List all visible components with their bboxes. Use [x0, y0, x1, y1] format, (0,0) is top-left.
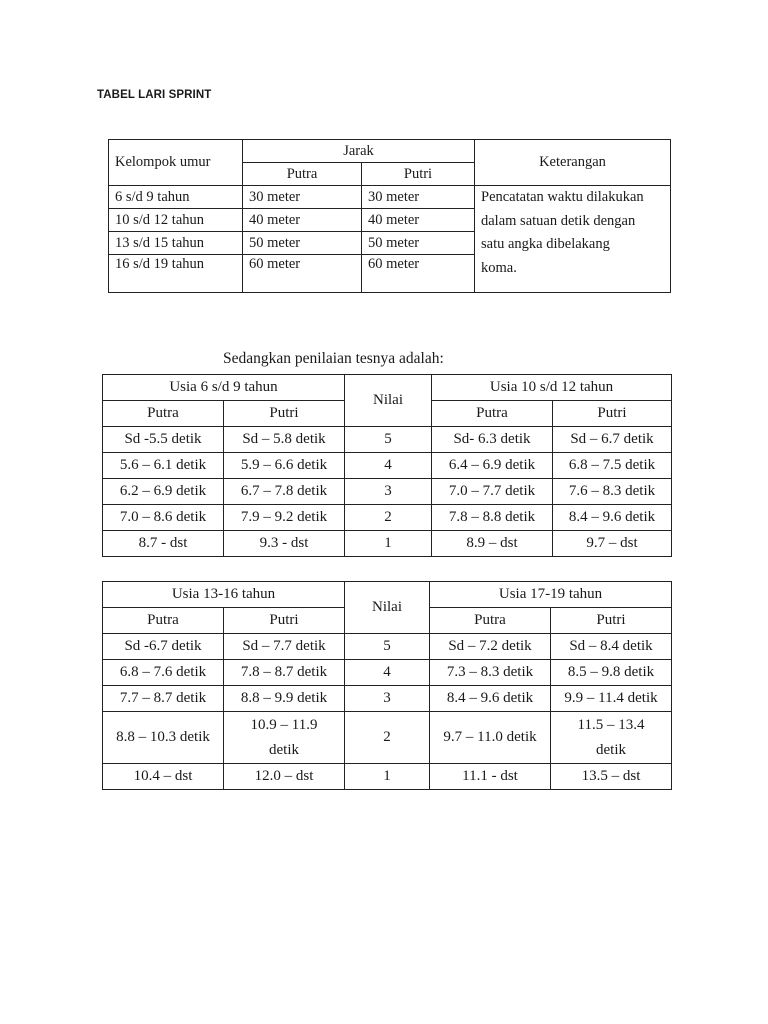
- time-cell: 7.0 – 7.7 detik: [432, 479, 553, 505]
- table-row: [103, 427, 672, 453]
- table-row: [103, 531, 672, 557]
- time-cell: 5.6 – 6.1 detik: [103, 453, 224, 479]
- note-cell: [475, 186, 671, 293]
- nilai-cell: 4: [345, 453, 432, 479]
- age-group-header: Usia 13-16 tahun: [103, 582, 345, 608]
- time-cell: 8.8 – 10.3 detik: [103, 712, 224, 764]
- table-row: [103, 634, 672, 660]
- time-cell: 6.4 – 6.9 detik: [432, 453, 553, 479]
- time-cell: 6.8 – 7.5 detik: [553, 453, 672, 479]
- age-group-header: Usia 10 s/d 12 tahun: [432, 375, 672, 401]
- scoring-subtitle: Sedangkan penilaian tesnya adalah:: [223, 350, 444, 367]
- nilai-cell: 2: [345, 712, 430, 764]
- header-putri: Putri: [224, 401, 345, 427]
- time-cell: 6.8 – 7.6 detik: [103, 660, 224, 686]
- header-putri: Putri: [553, 401, 672, 427]
- time-cell: 11.1 - dst: [430, 764, 551, 790]
- time-cell: [224, 712, 345, 764]
- time-cell: 13.5 – dst: [551, 764, 672, 790]
- header-distance: Jarak: [243, 140, 475, 163]
- nilai-cell: 5: [345, 634, 430, 660]
- time-cell: Sd – 7.2 detik: [430, 634, 551, 660]
- nilai-header: Nilai: [345, 582, 430, 634]
- time-cell: 9.3 - dst: [224, 531, 345, 557]
- age-cell: 13 s/d 15 tahun: [109, 232, 243, 255]
- putri-distance-cell: 60 meter: [362, 255, 475, 293]
- putri-distance-cell: 50 meter: [362, 232, 475, 255]
- note-line: dalam satuan detik dengan: [481, 212, 636, 229]
- nilai-cell: 4: [345, 660, 430, 686]
- putri-distance-cell: 40 meter: [362, 209, 475, 232]
- table-header-row: [103, 375, 672, 401]
- time-line: 10.9 – 11.9: [250, 716, 318, 733]
- time-cell: 12.0 – dst: [224, 764, 345, 790]
- time-cell: Sd -6.7 detik: [103, 634, 224, 660]
- putri-distance-cell: 30 meter: [362, 186, 475, 209]
- time-cell: Sd – 5.8 detik: [224, 427, 345, 453]
- time-cell: 7.0 – 8.6 detik: [103, 505, 224, 531]
- document-title: TABEL LARI SPRINT: [97, 89, 212, 101]
- time-cell: 8.7 - dst: [103, 531, 224, 557]
- table-row: [103, 712, 672, 764]
- table-row: [103, 453, 672, 479]
- time-cell: 8.9 – dst: [432, 531, 553, 557]
- note-line: satu angka dibelakang: [481, 236, 610, 252]
- time-cell: Sd – 6.7 detik: [553, 427, 672, 453]
- age-group-header: Usia 6 s/d 9 tahun: [103, 375, 345, 401]
- table-row: [103, 479, 672, 505]
- time-cell: Sd – 7.7 detik: [224, 634, 345, 660]
- note-line: Pencatatan waktu dilakukan: [481, 189, 644, 205]
- time-cell: 7.8 – 8.7 detik: [224, 660, 345, 686]
- table-row: [103, 764, 672, 790]
- header-note: Keterangan: [475, 140, 671, 186]
- table-row: [103, 505, 672, 531]
- score-table-1: [102, 374, 672, 557]
- time-cell: 9.9 – 11.4 detik: [551, 686, 672, 712]
- header-putra: Putra: [103, 608, 224, 634]
- nilai-cell: 5: [345, 427, 432, 453]
- time-cell: 8.8 – 9.9 detik: [224, 686, 345, 712]
- time-cell: [551, 712, 672, 764]
- nilai-cell: 1: [345, 531, 432, 557]
- header-putri: Putri: [224, 608, 345, 634]
- time-cell: 8.4 – 9.6 detik: [430, 686, 551, 712]
- note-line: koma.: [481, 259, 517, 276]
- table-row: [109, 186, 671, 209]
- putra-distance-cell: 30 meter: [243, 186, 362, 209]
- time-line: detik: [596, 741, 627, 758]
- time-cell: 7.8 – 8.8 detik: [432, 505, 553, 531]
- age-cell: 6 s/d 9 tahun: [109, 186, 243, 209]
- header-putri: Putri: [551, 608, 672, 634]
- age-cell: 16 s/d 19 tahun: [109, 255, 243, 293]
- table-header-row: [109, 140, 671, 163]
- time-cell: 7.6 – 8.3 detik: [553, 479, 672, 505]
- time-cell: 7.7 – 8.7 detik: [103, 686, 224, 712]
- putra-distance-cell: 50 meter: [243, 232, 362, 255]
- time-cell: 9.7 – 11.0 detik: [430, 712, 551, 764]
- header-putri: Putri: [362, 163, 475, 186]
- age-group-header: Usia 17-19 tahun: [430, 582, 672, 608]
- putra-distance-cell: 40 meter: [243, 209, 362, 232]
- header-putra: Putra: [432, 401, 553, 427]
- header-putra: Putra: [243, 163, 362, 186]
- distance-table: [108, 139, 671, 293]
- time-cell: 7.3 – 8.3 detik: [430, 660, 551, 686]
- nilai-cell: 3: [345, 686, 430, 712]
- table-row: [103, 660, 672, 686]
- time-cell: 9.7 – dst: [553, 531, 672, 557]
- table-row: [103, 686, 672, 712]
- header-age-group: Kelompok umur: [109, 140, 243, 186]
- table-header-row: [103, 582, 672, 608]
- nilai-cell: 3: [345, 479, 432, 505]
- age-cell: 10 s/d 12 tahun: [109, 209, 243, 232]
- nilai-header: Nilai: [345, 375, 432, 427]
- time-cell: 10.4 – dst: [103, 764, 224, 790]
- time-line: 11.5 – 13.4: [577, 716, 645, 733]
- time-cell: 6.2 – 6.9 detik: [103, 479, 224, 505]
- header-putra: Putra: [103, 401, 224, 427]
- time-cell: 7.9 – 9.2 detik: [224, 505, 345, 531]
- time-cell: 6.7 – 7.8 detik: [224, 479, 345, 505]
- header-putra: Putra: [430, 608, 551, 634]
- time-cell: 8.4 – 9.6 detik: [553, 505, 672, 531]
- time-cell: 5.9 – 6.6 detik: [224, 453, 345, 479]
- putra-distance-cell: 60 meter: [243, 255, 362, 293]
- nilai-cell: 1: [345, 764, 430, 790]
- nilai-cell: 2: [345, 505, 432, 531]
- score-table-2: [102, 581, 672, 790]
- time-cell: 8.5 – 9.8 detik: [551, 660, 672, 686]
- time-cell: Sd -5.5 detik: [103, 427, 224, 453]
- time-line: detik: [269, 741, 299, 758]
- time-cell: Sd – 8.4 detik: [551, 634, 672, 660]
- time-cell: Sd- 6.3 detik: [432, 427, 553, 453]
